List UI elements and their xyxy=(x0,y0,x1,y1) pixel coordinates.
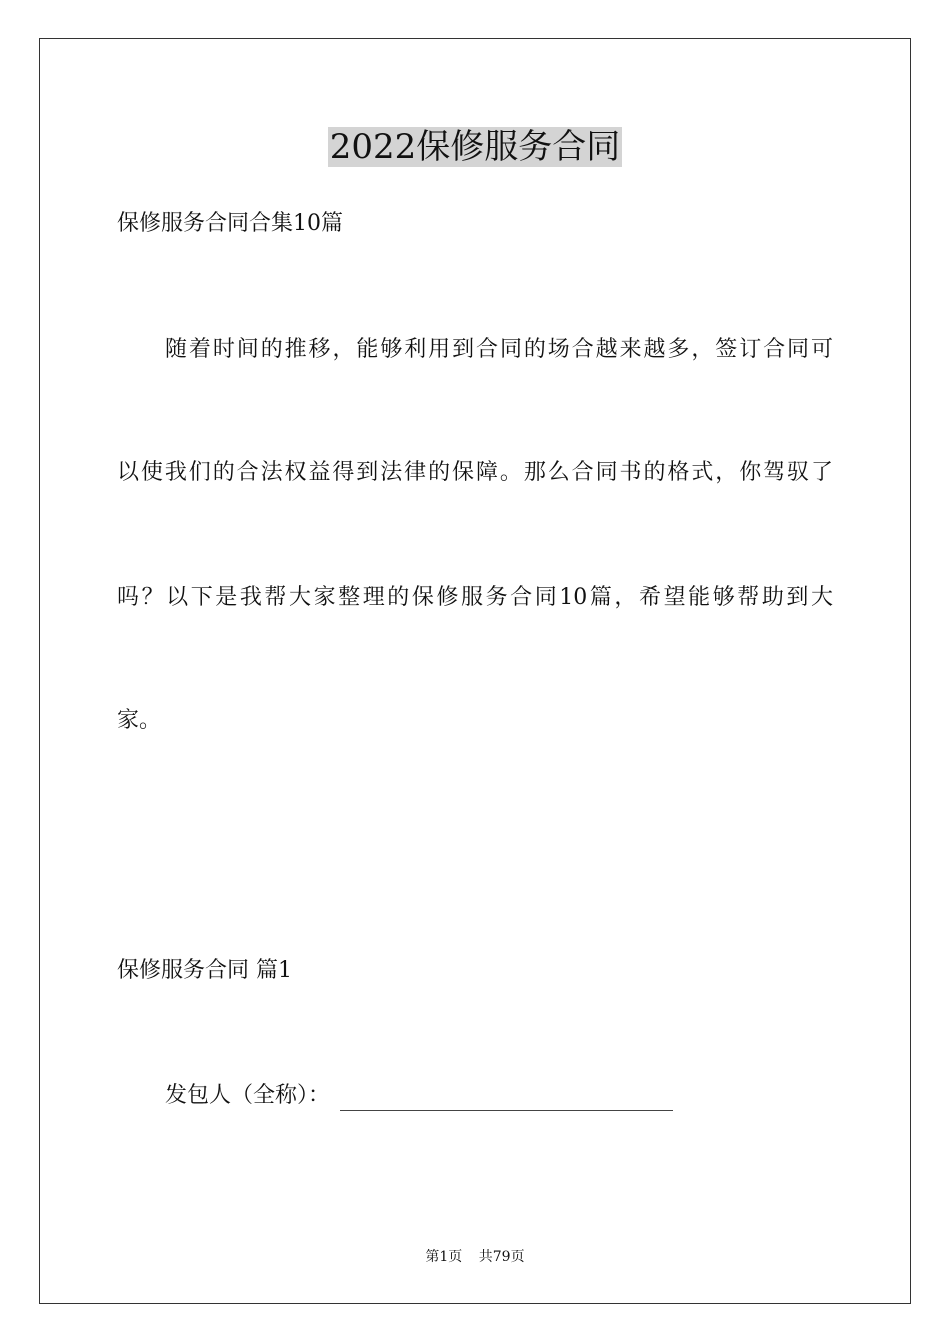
page-footer xyxy=(0,1248,950,1266)
document-title-wrapper xyxy=(0,124,950,170)
page-number: 第1页 xyxy=(425,1249,463,1265)
intro-paragraph-line-2: 以使我们的合法权益得到法律的保障。那么合同书的格式，你驾驭了 xyxy=(117,460,833,485)
intro-paragraph-line-1: 随着时间的推移，能够利用到合同的场合越来越多，签订合同可 xyxy=(165,337,833,362)
section-heading: 保修服务合同 篇1 xyxy=(117,958,292,983)
employer-field xyxy=(165,1081,673,1111)
intro-paragraph-line-3: 吗？以下是我帮大家整理的保修服务合同10篇，希望能够帮助到大 xyxy=(117,585,833,610)
employer-field-blank[interactable] xyxy=(340,1086,673,1111)
document-title: 2022保修服务合同 xyxy=(329,127,621,167)
document-subtitle: 保修服务合同合集10篇 xyxy=(117,211,343,236)
page-total: 共79页 xyxy=(478,1249,525,1265)
employer-field-label: 发包人（全称）： xyxy=(165,1083,331,1108)
intro-paragraph-line-4: 家。 xyxy=(117,708,162,733)
